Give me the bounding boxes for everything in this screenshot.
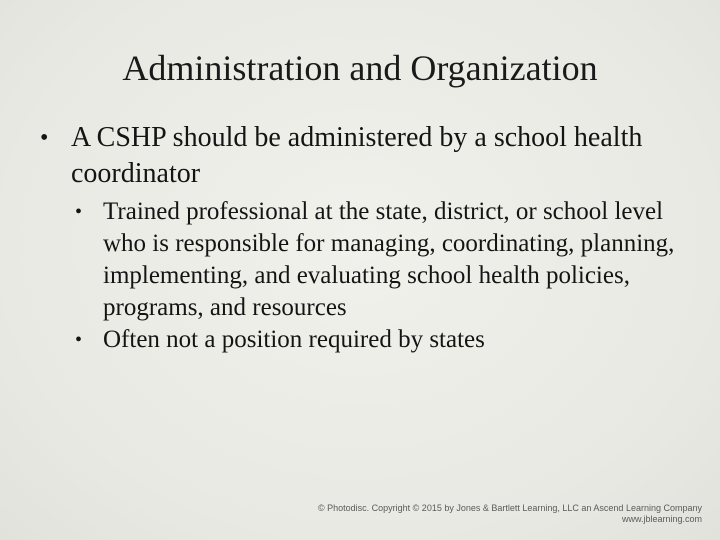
sub-bullet-marker: • <box>75 201 83 223</box>
copyright-footer <box>318 503 702 525</box>
bullet-marker: • <box>40 125 49 151</box>
sub-bullet-text: Often not a position required by states <box>103 326 485 353</box>
sub-bullet-list <box>75 196 680 356</box>
bullet-item <box>40 120 680 192</box>
sub-bullet-item <box>75 196 680 324</box>
slide-content <box>40 120 680 356</box>
sub-bullet-item <box>75 324 680 356</box>
sub-bullet-marker: • <box>75 329 83 351</box>
website-text: www.jblearning.com <box>621 514 702 524</box>
bullet-text: A CSHP should be administered by a school health coordinator <box>71 122 643 189</box>
slide-title: Administration and Organization <box>122 48 598 88</box>
copyright-text: © Photodisc. Copyright © 2015 by Jones & Bartlett Learning, LLC an Ascend Learning Company <box>318 503 702 513</box>
sub-bullet-text: Trained professional at the state, district, or school level who is responsible for managing, coordinating, planning, implementing, and evaluating school health policies, programs, and resources <box>103 198 675 321</box>
